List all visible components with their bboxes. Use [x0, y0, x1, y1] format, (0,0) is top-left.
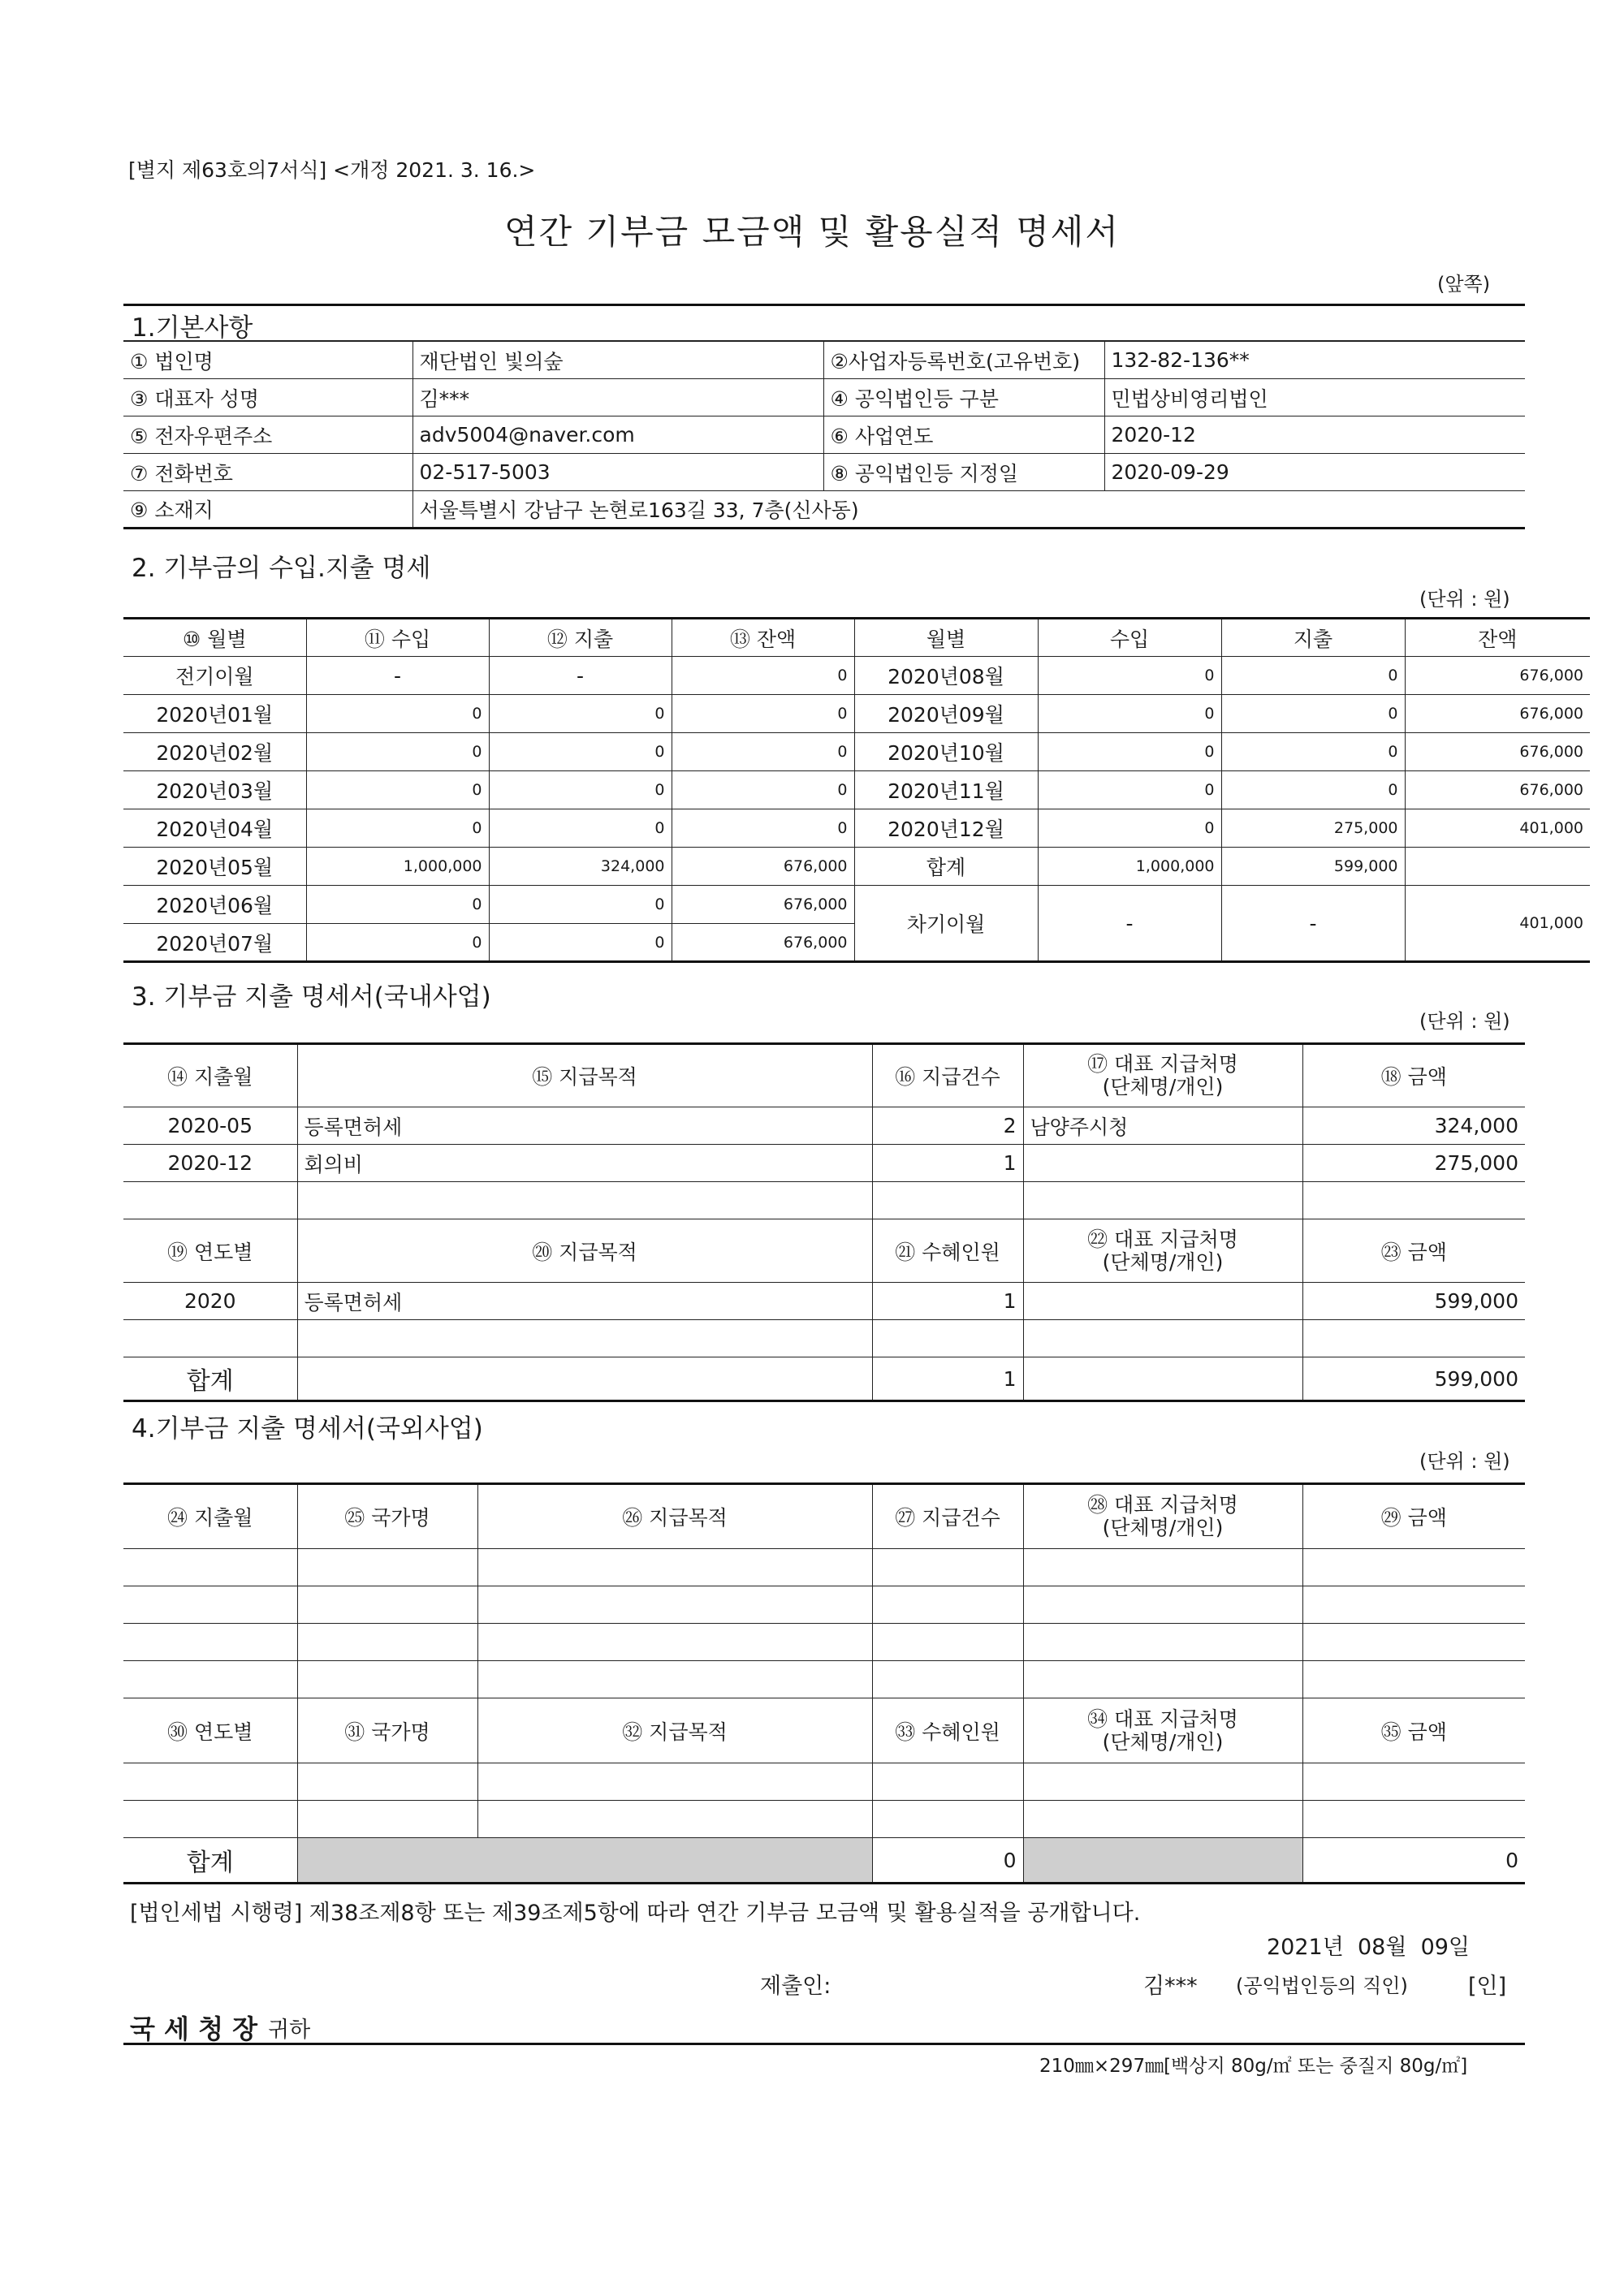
empty-cell [123, 1182, 297, 1219]
fiscal-year-value: 2020-12 [1104, 416, 1525, 454]
empty-cell [1023, 1182, 1302, 1219]
basic-info-table [123, 341, 1525, 529]
basic-info-row [123, 454, 1525, 491]
payee-cell [1023, 1145, 1302, 1182]
payee-cell [1023, 1283, 1302, 1320]
col-header-payee [1023, 1698, 1302, 1763]
month-cell: 2020년08월 [854, 657, 1038, 695]
expense-cell: 0 [489, 924, 672, 962]
section4-unit: (단위 : 원) [1419, 1450, 1510, 1473]
expense-cell: 0 [1221, 695, 1405, 733]
month-cell: 2020년02월 [123, 733, 306, 771]
empty-cell [477, 1549, 872, 1586]
empty-cell [1302, 1661, 1525, 1698]
table-header-row [123, 1698, 1525, 1763]
col-header-amount: ㉓ 금액 [1302, 1219, 1525, 1283]
col-header-balance: 잔액 [1405, 619, 1590, 657]
representative-value: 김*** [412, 379, 823, 416]
empty-cell [1302, 1320, 1525, 1357]
income-cell: 1,000,000 [306, 848, 489, 886]
month-cell: 2020년01월 [123, 695, 306, 733]
income-cell: 0 [306, 924, 489, 962]
col-header-payment-count: ㉗ 지급건수 [872, 1484, 1023, 1549]
col-header-country: ㉕ 국가명 [297, 1484, 477, 1549]
corp-type-value: 민법상비영리법인 [1104, 379, 1525, 416]
col-header-year: ⑲ 연도별 [123, 1219, 297, 1283]
table-row [123, 771, 1590, 809]
section2-heading: 2. 기부금의 수입.지출 명세 [132, 554, 431, 583]
empty-cell [872, 1661, 1023, 1698]
table-row [123, 1145, 1525, 1182]
month-cell: 2020년11월 [854, 771, 1038, 809]
shaded-cell [297, 1838, 872, 1884]
payee-header-line2: (단체명/개인) [1102, 1516, 1224, 1539]
month-cell: 2020년12월 [854, 809, 1038, 848]
domestic-expense-table [123, 1042, 1525, 1402]
empty-cell [1023, 1357, 1302, 1401]
col-header-country: ㉛ 국가명 [297, 1698, 477, 1763]
total-label: 합계 [123, 1357, 297, 1401]
month-cell: 2020년09월 [854, 695, 1038, 733]
email-value: adv5004@naver.com [412, 416, 823, 454]
income-cell: 0 [306, 771, 489, 809]
table-row [123, 1661, 1525, 1698]
empty-cell [1302, 1586, 1525, 1624]
col-header-income: 수입 [1038, 619, 1221, 657]
page-title: 연간 기부금 모금액 및 활용실적 명세서 [504, 212, 1120, 252]
balance-cell: 676,000 [672, 886, 854, 924]
carry-forward-label: 차기이월 [854, 886, 1038, 962]
designation-date-value: 2020-09-29 [1104, 454, 1525, 491]
empty-cell [1023, 1661, 1302, 1698]
total-count: 1 [872, 1357, 1023, 1401]
balance-cell: 0 [672, 657, 854, 695]
month-cell: 2020년04월 [123, 809, 306, 848]
expense-cell: 0 [1221, 733, 1405, 771]
empty-cell [123, 1549, 297, 1586]
empty-cell [1302, 1763, 1525, 1801]
amount-cell: 599,000 [1302, 1283, 1525, 1320]
purpose-cell: 등록면허세 [297, 1107, 872, 1145]
month-cell: 2020년07월 [123, 924, 306, 962]
corp-name-value: 재단법인 빛의숲 [412, 342, 823, 379]
form-id: [별지 제63호의7서식] <개정 2021. 3. 16.> [128, 158, 536, 182]
submitter-label: 제출인: [760, 1974, 831, 1999]
payee-header-line2: (단체명/개인) [1102, 1729, 1224, 1754]
representative-label: ③ 대표자 성명 [123, 379, 412, 416]
col-header-purpose: ⑳ 지급목적 [297, 1219, 872, 1283]
empty-cell [477, 1624, 872, 1661]
total-income-cell: 1,000,000 [1038, 848, 1221, 886]
empty-cell [297, 1549, 477, 1586]
designation-date-label: ⑧ 공익법인등 지정일 [823, 454, 1104, 491]
balance-cell: 0 [672, 695, 854, 733]
expense-cell: 0 [1221, 771, 1405, 809]
amount-cell: 324,000 [1302, 1107, 1525, 1145]
col-header-purpose: ㉜ 지급목적 [477, 1698, 872, 1763]
empty-cell [1023, 1763, 1302, 1801]
empty-cell [123, 1801, 297, 1838]
expense-cell: 0 [489, 695, 672, 733]
table-row [123, 1763, 1525, 1801]
total-row [123, 1838, 1525, 1884]
table-header-row [123, 619, 1590, 657]
col-header-payee [1023, 1484, 1302, 1549]
empty-cell [477, 1763, 872, 1801]
table-row [123, 1283, 1525, 1320]
payment-count-cell: 1 [872, 1145, 1023, 1182]
empty-cell [872, 1801, 1023, 1838]
empty-cell [1023, 1586, 1302, 1624]
income-cell: - [306, 657, 489, 695]
empty-cell [1302, 1801, 1525, 1838]
fiscal-year-label: ⑥ 사업연도 [823, 416, 1104, 454]
total-amount: 0 [1302, 1838, 1525, 1884]
col-header-payee [1023, 1219, 1302, 1283]
balance-cell: 676,000 [1405, 771, 1590, 809]
empty-cell [297, 1182, 872, 1219]
empty-cell [123, 1763, 297, 1801]
corp-type-label: ④ 공익법인등 구분 [823, 379, 1104, 416]
corp-name-label: ① 법인명 [123, 342, 412, 379]
payee-cell: 남양주시청 [1023, 1107, 1302, 1145]
income-cell: 0 [306, 733, 489, 771]
basic-info-row [123, 342, 1525, 379]
col-header-payment-count: ⑯ 지급건수 [872, 1044, 1023, 1107]
expense-cell: 0 [489, 733, 672, 771]
carry-forward-balance: 401,000 [1405, 886, 1590, 962]
total-label-cell: 합계 [854, 848, 1038, 886]
empty-cell [297, 1661, 477, 1698]
month-cell: 전기이월 [123, 657, 306, 695]
col-header-payee [1023, 1044, 1302, 1107]
business-number-label: ②사업자등록번호(고유번호) [823, 342, 1104, 379]
recipient: 국 세 청 장 [130, 2013, 258, 2044]
amount-cell: 275,000 [1302, 1145, 1525, 1182]
month-cell: 2020년05월 [123, 848, 306, 886]
submission-date: 2021년 08월 09일 [1267, 1935, 1471, 1960]
income-cell: 0 [1038, 809, 1221, 848]
col-header-month: ⑩ 월별 [123, 619, 306, 657]
carry-forward-income: - [1038, 886, 1221, 962]
balance-cell: 0 [672, 771, 854, 809]
empty-cell [1023, 1624, 1302, 1661]
payee-header-line2: (단체명/개인) [1102, 1249, 1224, 1274]
col-header-expense: ⑫ 지출 [489, 619, 672, 657]
footer-rule [123, 2043, 1525, 2045]
expense-cell: 0 [489, 886, 672, 924]
col-header-amount: ㉙ 금액 [1302, 1484, 1525, 1549]
empty-cell [1023, 1801, 1302, 1838]
table-row [123, 1801, 1525, 1838]
section3-heading: 3. 기부금 지출 명세서(국내사업) [132, 982, 491, 1012]
empty-cell [1023, 1320, 1302, 1357]
empty-cell [297, 1801, 477, 1838]
month-cell: 2020년10월 [854, 733, 1038, 771]
front-side-label: (앞쪽) [1437, 273, 1491, 296]
empty-cell [123, 1661, 297, 1698]
section4-heading: 4.기부금 지출 명세서(국외사업) [132, 1414, 483, 1444]
income-cell: 0 [306, 809, 489, 848]
income-cell: 0 [1038, 657, 1221, 695]
income-cell: 0 [306, 695, 489, 733]
total-amount: 599,000 [1302, 1357, 1525, 1401]
table-row [123, 1107, 1525, 1145]
empty-cell [872, 1586, 1023, 1624]
table-row [123, 1549, 1525, 1586]
expense-cell: 0 [1221, 657, 1405, 695]
income-cell: 0 [1038, 695, 1221, 733]
empty-cell [872, 1624, 1023, 1661]
empty-cell [123, 1624, 297, 1661]
expense-cell: 324,000 [489, 848, 672, 886]
section2-unit: (단위 : 원) [1419, 588, 1510, 611]
table-row [123, 809, 1590, 848]
balance-cell: 401,000 [1405, 809, 1590, 848]
empty-cell [297, 1624, 477, 1661]
table-header-row [123, 1044, 1525, 1107]
table-row [123, 848, 1590, 886]
email-label: ⑤ 전자우편주소 [123, 416, 412, 454]
address-value: 서울특별시 강남구 논현로163길 33, 7층(신사동) [412, 491, 1525, 529]
balance-cell: 676,000 [1405, 695, 1590, 733]
expense-month-cell: 2020-12 [123, 1145, 297, 1182]
empty-cell [477, 1801, 872, 1838]
basic-info-row [123, 379, 1525, 416]
month-cell: 2020년06월 [123, 886, 306, 924]
total-label: 합계 [123, 1838, 297, 1884]
income-cell: 0 [1038, 771, 1221, 809]
legal-statement: [법인세법 시행령] 제38조제8항 또는 제39조제5항에 따라 연간 기부금 모금액 및 활용실적을 공개합니다. [130, 1901, 1141, 1926]
empty-cell [872, 1549, 1023, 1586]
address-label: ⑨ 소재지 [123, 491, 412, 529]
expense-month-cell: 2020-05 [123, 1107, 297, 1145]
col-header-purpose: ㉖ 지급목적 [477, 1484, 872, 1549]
empty-cell [297, 1763, 477, 1801]
empty-cell [872, 1320, 1023, 1357]
expense-cell: - [489, 657, 672, 695]
col-header-amount: ⑱ 금액 [1302, 1044, 1525, 1107]
empty-cell [123, 1586, 297, 1624]
phone-label: ⑦ 전화번호 [123, 454, 412, 491]
empty-cell [1302, 1624, 1525, 1661]
submitter-role: (공익법인등의 직인) [1236, 1974, 1408, 1997]
total-count: 0 [872, 1838, 1023, 1884]
col-header-expense-month: ㉔ 지출월 [123, 1484, 297, 1549]
table-header-row [123, 1219, 1525, 1283]
honorific: 귀하 [268, 2018, 311, 2043]
table-row [123, 657, 1590, 695]
empty-cell [1302, 1182, 1525, 1219]
empty-cell [872, 1763, 1023, 1801]
col-header-purpose: ⑮ 지급목적 [297, 1044, 872, 1107]
empty-cell [297, 1357, 872, 1401]
col-header-amount: ㉟ 금액 [1302, 1698, 1525, 1763]
submitter-name: 김*** [1143, 1974, 1198, 1999]
table-row [123, 1586, 1525, 1624]
col-header-expense-month: ⑭ 지출월 [123, 1044, 297, 1107]
empty-cell [1302, 1549, 1525, 1586]
purpose-cell: 회의비 [297, 1145, 872, 1182]
payee-header-line1: ㉒ 대표 지급처명 [1087, 1227, 1238, 1251]
table-row [123, 695, 1590, 733]
payee-header-line1: ⑰ 대표 지급처명 [1087, 1052, 1238, 1076]
balance-cell: 676,000 [1405, 657, 1590, 695]
empty-cell [1023, 1549, 1302, 1586]
payee-header-line1: ㉞ 대표 지급처명 [1087, 1707, 1238, 1731]
section1-heading: 1.기본사항 [132, 313, 253, 343]
empty-cell [872, 1182, 1023, 1219]
table-row [123, 1624, 1525, 1661]
balance-cell: 0 [672, 809, 854, 848]
col-header-expense: 지출 [1221, 619, 1405, 657]
expense-cell: 0 [489, 809, 672, 848]
basic-info-row [123, 416, 1525, 454]
table-row [123, 1182, 1525, 1219]
payee-header-line1: ㉘ 대표 지급처명 [1087, 1493, 1238, 1517]
table-row [123, 886, 1590, 924]
income-expense-table [123, 617, 1590, 963]
basic-info-row [123, 491, 1525, 529]
empty-cell [477, 1661, 872, 1698]
overseas-expense-table [123, 1482, 1525, 1884]
expense-cell: 0 [489, 771, 672, 809]
col-header-beneficiaries: ㉑ 수혜인원 [872, 1219, 1023, 1283]
table-row [123, 1320, 1525, 1357]
shaded-cell [1023, 1838, 1302, 1884]
col-header-year: ㉚ 연도별 [123, 1698, 297, 1763]
business-number-value: 132-82-136** [1104, 342, 1525, 379]
month-cell: 2020년03월 [123, 771, 306, 809]
col-header-income: ⑪ 수입 [306, 619, 489, 657]
col-header-beneficiaries: ㉝ 수혜인원 [872, 1698, 1023, 1763]
table-header-row [123, 1484, 1525, 1549]
phone-value: 02-517-5003 [412, 454, 823, 491]
col-header-month: 월별 [854, 619, 1038, 657]
beneficiaries-cell: 1 [872, 1283, 1023, 1320]
seal-mark: [인] [1468, 1974, 1507, 1999]
empty-cell [123, 1320, 297, 1357]
balance-cell: 676,000 [1405, 733, 1590, 771]
balance-cell: 676,000 [672, 848, 854, 886]
section1-box [123, 304, 1525, 341]
total-expense-cell: 599,000 [1221, 848, 1405, 886]
empty-cell [477, 1586, 872, 1624]
balance-cell: 676,000 [672, 924, 854, 962]
paper-spec: 210㎜×297㎜[백상지 80g/㎡ 또는 중질지 80g/㎡] [1039, 2056, 1468, 2077]
purpose-cell: 등록면허세 [297, 1283, 872, 1320]
payee-header-line2: (단체명/개인) [1102, 1075, 1224, 1098]
empty-cell [297, 1586, 477, 1624]
income-cell: 0 [1038, 733, 1221, 771]
empty-cell [297, 1320, 872, 1357]
income-cell: 0 [306, 886, 489, 924]
expense-cell: 275,000 [1221, 809, 1405, 848]
section3-unit: (단위 : 원) [1419, 1010, 1510, 1033]
col-header-balance: ⑬ 잔액 [672, 619, 854, 657]
table-row [123, 733, 1590, 771]
year-cell: 2020 [123, 1283, 297, 1320]
carry-forward-expense: - [1221, 886, 1405, 962]
total-balance-cell [1405, 848, 1590, 886]
payment-count-cell: 2 [872, 1107, 1023, 1145]
balance-cell: 0 [672, 733, 854, 771]
total-row [123, 1357, 1525, 1401]
